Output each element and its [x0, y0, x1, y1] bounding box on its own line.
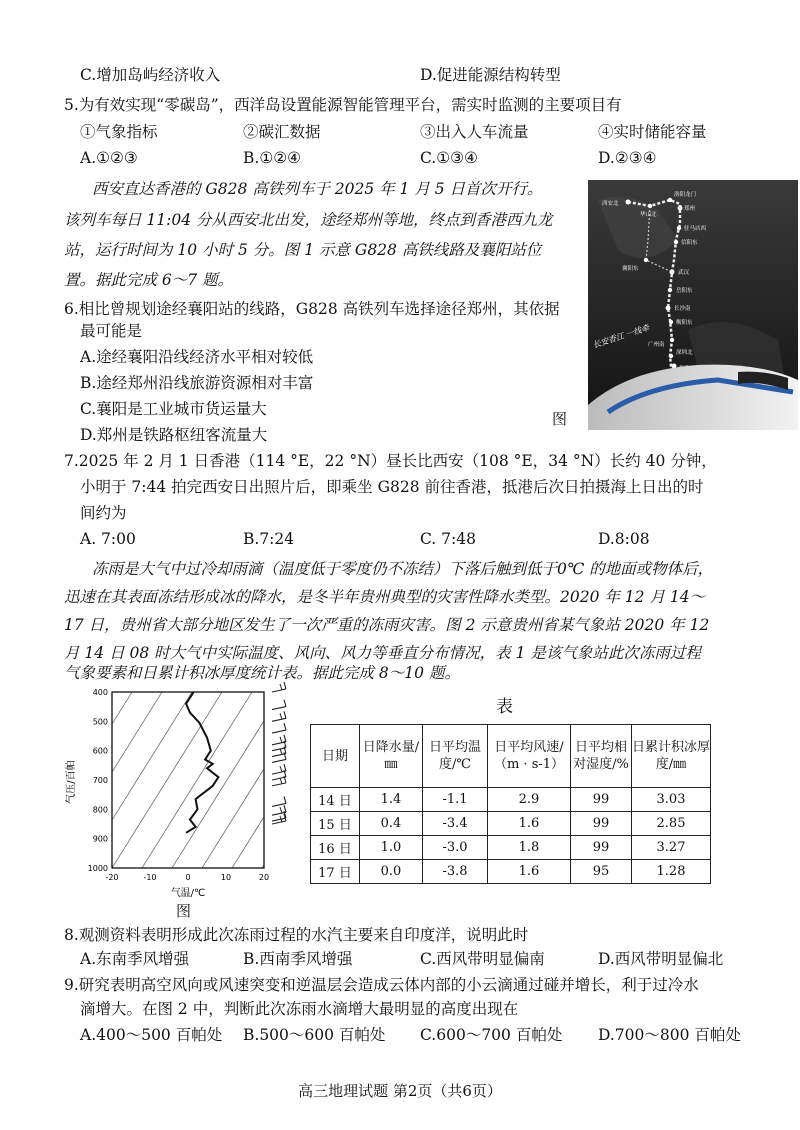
q7-option-b: B.7:24 [243, 530, 295, 548]
intro1-line-3: 站，运行时间为 10 小时 5 分。图 1 示意 G828 高铁线路及襄阳站位 [64, 241, 542, 259]
q9-option-c: C.600～700 百帕处 [420, 1026, 563, 1044]
station-label: 信阳东 [681, 240, 698, 246]
isotherm-line [292, 692, 300, 868]
intro1-line-1: 西安直达香港的 G828 高铁列车于 2025 年 1 月 5 日首次开行。 [92, 180, 543, 198]
header-humidity: 日平均相对湿度/% [571, 725, 632, 788]
cell: 14 日 [311, 788, 360, 812]
y-tick-label: 800 [92, 805, 108, 815]
cell: 0.0 [360, 860, 423, 884]
station-label: 襄阳东 [622, 266, 639, 272]
cell: 99 [571, 788, 632, 812]
cell: 17 日 [311, 860, 360, 884]
station-label: 西安北 [602, 201, 619, 207]
q7-stem-line-2: 小明于 7:44 拍完西安日出照片后，即乘坐 G828 前往香港，抵港后次日拍摄海上日出的时 [80, 478, 704, 496]
cell: 0.4 [360, 812, 423, 836]
isotherm-line [172, 692, 282, 868]
header-temp: 日平均温度/℃ [423, 725, 488, 788]
q9-option-a: A.400～500 百帕处 [80, 1026, 223, 1044]
q6-option-c: C.襄阳是工业城市货运量大 [80, 400, 267, 418]
chart-frame [112, 692, 264, 868]
wind-barb [272, 796, 286, 806]
header-wind: 日平均风速/（m · s-1） [488, 725, 571, 788]
wind-barb [272, 723, 286, 733]
q5-option-b: B.①②④ [243, 149, 302, 167]
cell: 99 [571, 812, 632, 836]
q6-option-a: A.途经襄阳沿线经济水平相对较低 [80, 348, 314, 366]
cell: 16 日 [311, 836, 360, 860]
wind-barb [272, 805, 286, 815]
y-axis-label: 气压/百帕 [66, 760, 77, 804]
chart-ticks [88, 688, 269, 882]
x-tick-label: -10 [143, 873, 157, 882]
q9-stem-line-1: 9.研究表明高空风向或风速突变和逆温层会造成云体内部的小云滴通过碰并增长，利于过冷水 [64, 976, 699, 994]
y-tick-label: 700 [92, 776, 108, 785]
wind-barb [272, 700, 286, 710]
wind-barb [272, 711, 286, 721]
intro2-line-1: 冻雨是大气中过冷却雨滴（温度低于零度仍不冻结）下落后触到低于0℃ 的地面或物体后， [92, 560, 714, 578]
q7-stem-line-3: 间约为 [80, 504, 127, 522]
figure-1-label: 图 [552, 410, 568, 428]
station-label: 深圳北 [676, 350, 693, 356]
station-label: 武汉 [678, 270, 690, 276]
cell: 1.0 [360, 836, 423, 860]
q8-stem: 8.观测资料表明形成此次冻雨过程的水汽主要来自印度洋，说明此时 [64, 926, 529, 944]
slogan-text: 长安香江 一线牵 [591, 323, 651, 350]
q5-option-d: D.②③④ [598, 149, 657, 167]
q8-option-a: A.东南季风增强 [80, 950, 190, 968]
wind-barb [272, 682, 286, 692]
header-precip: 日降水量/㎜ [360, 725, 423, 788]
cell: 1.4 [360, 788, 423, 812]
q6-stem-line-1: 6.相比曾规划途经襄阳站的线路，G828 高铁列车选择途径郑州，其依据 [64, 300, 560, 318]
wind-barb [272, 747, 286, 757]
q4-option-d: D.促进能源结构转型 [420, 66, 561, 84]
q8-option-c: C.西风带明显偏南 [420, 950, 545, 968]
wind-barb [272, 735, 286, 745]
cell: 1.6 [488, 860, 571, 884]
wind-barb [272, 770, 286, 780]
q7-option-c: C. 7:48 [420, 530, 476, 548]
table-row [311, 788, 711, 812]
table-title: 表 [496, 697, 513, 717]
intro2-line-3: 17 日，贵州省大部分地区发生了一次严重的冻雨灾害。图 2 示意贵州省某气象站 2020 年 12 [64, 616, 710, 634]
temperature-profile-line [186, 692, 218, 833]
cell: 2.9 [488, 788, 571, 812]
intro2-line-2: 迅速在其表面冻结形成冰的降水，是冬半年贵州典型的灾害性降水类型。2020 年 12 月 14～ [64, 588, 706, 606]
y-tick-label: 1000 [87, 864, 108, 873]
cell: -3.4 [423, 812, 488, 836]
q9-option-d: D.700～800 百帕处 [598, 1026, 741, 1044]
intro1-line-2: 该列车每日 11:04 分从西安北出发，途经郑州等地，终点到香港西九龙 [64, 211, 553, 229]
wind-barb [272, 741, 286, 751]
station-label: 洛阳龙门 [674, 192, 697, 198]
wind-barb [272, 752, 286, 762]
figure-1-rail-map [588, 180, 798, 430]
wind-barb [272, 764, 286, 774]
y-tick-label: 600 [92, 746, 108, 756]
cell: 2.85 [632, 812, 711, 836]
station-label: 郑州 [684, 206, 696, 212]
rail-map-graphic [588, 180, 798, 430]
q5-option-a: A.①②③ [80, 149, 138, 167]
q5-item-1: ①气象指标 [80, 123, 158, 141]
y-tick-label: 500 [92, 717, 108, 727]
q4-option-c: C.增加岛屿经济收入 [80, 66, 221, 84]
figure-2-label: 图 [176, 902, 192, 920]
wind-barbs [272, 682, 286, 824]
isotherm-line [112, 692, 222, 868]
page-footer: 高三地理试题 第2页（共6页） [298, 1082, 502, 1100]
x-tick-label: 0 [185, 873, 191, 882]
station-label: 华山北 [640, 212, 657, 218]
q6-stem-line-2: 最可能是 [80, 322, 143, 340]
station-label: 岳阳东 [676, 288, 693, 294]
x-tick-label: -20 [105, 873, 119, 882]
q7-stem-line-1: 7.2025 年 2 月 1 日香港（114 °E，22 °N）昼长比西安（108 °E，34 °N）长约 40 分钟， [64, 452, 717, 470]
isotherm-line [232, 692, 300, 868]
q8-option-d: D.西风带明显偏北 [598, 950, 724, 968]
station-label: 衡阳东 [676, 320, 693, 326]
table-row [311, 836, 711, 860]
isotherm-line [142, 692, 252, 868]
q5-item-4: ④实时储能容量 [598, 123, 707, 141]
cell: 99 [571, 836, 632, 860]
x-tick-label: 10 [220, 873, 232, 882]
x-axis-label: 气温/℃ [170, 888, 206, 899]
station-label: 长沙南 [674, 306, 691, 312]
cell: 1.6 [488, 812, 571, 836]
station-label: 驻马店西 [684, 226, 707, 232]
q5-stem: 5.为有效实现“零碳岛”，西洋岛设置能源智能管理平台，需实时监测的主要项目有 [64, 96, 622, 114]
q7-option-a: A. 7:00 [80, 530, 136, 548]
table-header-row [311, 725, 711, 788]
y-tick-label: 900 [92, 834, 108, 844]
station-label: 广州南 [648, 342, 665, 348]
q9-option-b: B.500～600 百帕处 [243, 1026, 386, 1044]
x-tick-label: 20 [258, 873, 270, 882]
y-tick-label: 400 [92, 688, 108, 697]
cell: 3.03 [632, 788, 711, 812]
q5-option-c: C.①③④ [420, 149, 478, 167]
cell: 3.27 [632, 836, 711, 860]
weather-table [310, 724, 711, 884]
wind-barb [272, 811, 286, 821]
q8-option-b: B.西南季风增强 [243, 950, 353, 968]
table-row [311, 860, 711, 884]
table-row [311, 812, 711, 836]
q5-item-2: ②碳汇数据 [243, 123, 321, 141]
cell: 1.28 [632, 860, 711, 884]
q9-stem-line-2: 滴增大。在图 2 中，判断此次冻雨水滴增大最明显的高度出现在 [80, 1000, 519, 1018]
cell: -1.1 [423, 788, 488, 812]
cell: 95 [571, 860, 632, 884]
intro2-line-5: 气象要素和日累计积冰厚度统计表。据此完成 8～10 题。 [64, 664, 460, 682]
wind-barb [272, 776, 286, 786]
header-ice: 日累计积冰厚度/㎜ [632, 725, 711, 788]
q5-item-3: ③出入人车流量 [420, 123, 529, 141]
intro1-line-4: 置。据此完成 6～7 题。 [64, 271, 234, 289]
q6-option-b: B.途经郑州沿线旅游资源相对丰富 [80, 374, 314, 392]
intro2-line-4: 月 14 日 08 时大气中实际温度、风向、风力等垂直分布情况，表 1 是该气象站此次冻雨过程 [64, 644, 701, 662]
cell: 1.8 [488, 836, 571, 860]
cell: 15 日 [311, 812, 360, 836]
cell: -3.0 [423, 836, 488, 860]
q6-option-d: D.郑州是铁路枢纽客流量大 [80, 426, 268, 444]
q7-option-d: D.8:08 [598, 530, 650, 548]
figure-2-chart [60, 682, 300, 912]
cell: -3.8 [423, 860, 488, 884]
header-date: 日期 [311, 725, 360, 788]
